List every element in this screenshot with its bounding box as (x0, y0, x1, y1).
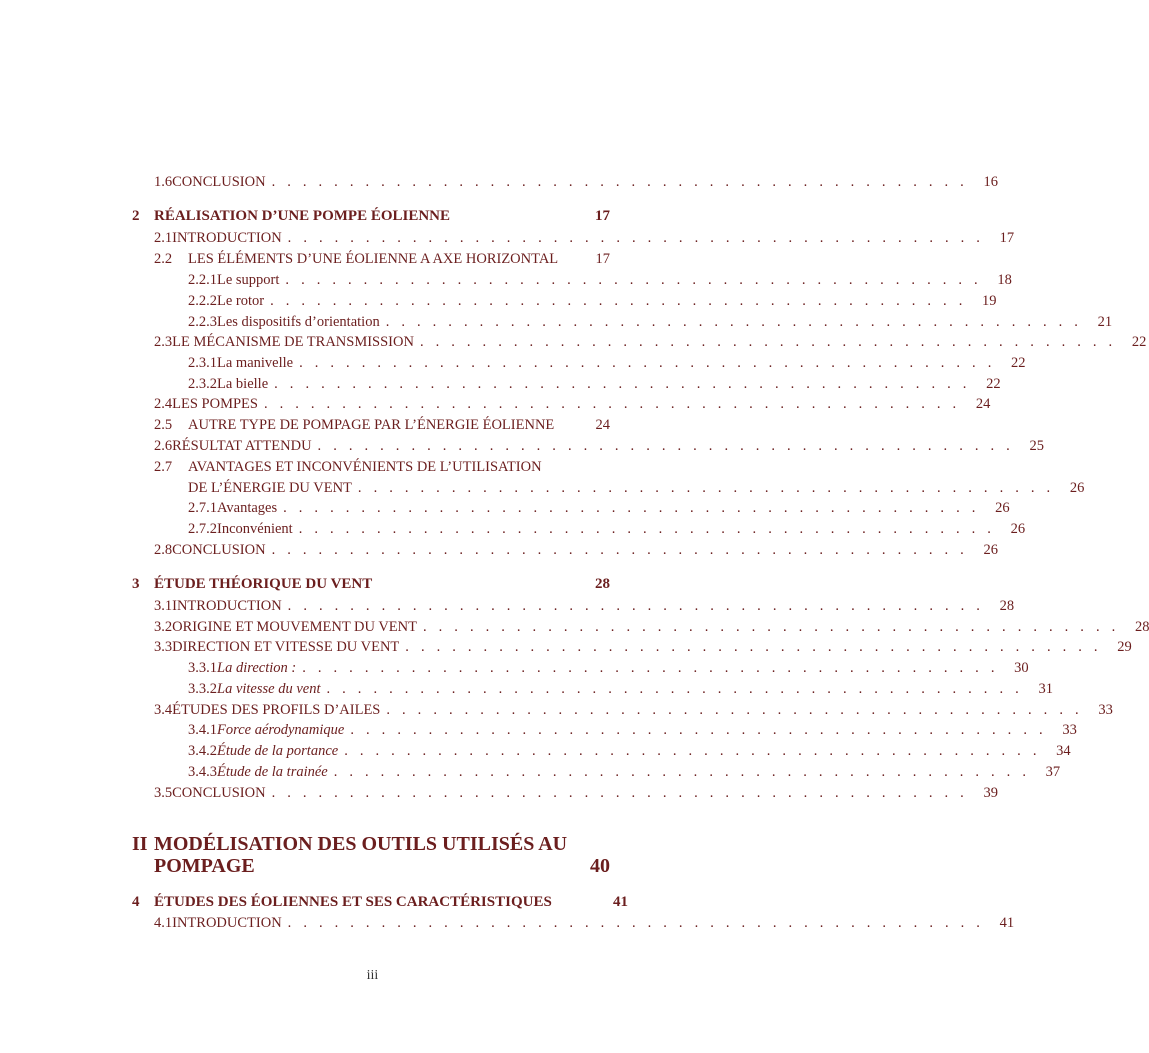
page-number: 16 (983, 174, 999, 190)
section-number: 2.6 (154, 438, 173, 454)
section-number: 2.2.2 (188, 293, 217, 309)
section-number: 3.3.2 (188, 681, 217, 697)
toc-entry[interactable] (154, 638, 1132, 656)
section-title: Avantages (217, 500, 278, 516)
page-number: 26 (1069, 480, 1085, 496)
toc-part-continuation[interactable] (154, 854, 610, 878)
page-number: 34 (1056, 743, 1071, 759)
leader-dots: . . . . . . . . . . . . . . . . . . . . . . . . . . . . . . . . . . . . . . . . . . . . . (274, 376, 971, 392)
toc-entry[interactable] (188, 721, 1077, 739)
page-number: 29 (1117, 639, 1132, 655)
section-title: INTRODUCTION (172, 915, 282, 931)
section-title: Force aérodynamique (217, 722, 345, 738)
toc-entry[interactable] (188, 313, 1113, 331)
section-title: Étude de la trainée (217, 764, 328, 780)
toc-entry[interactable] (154, 541, 999, 559)
page-number: 39 (983, 785, 999, 801)
leader-dots: . . . . . . . . . . . . . . . . . . . . . . . . . . . . . . . . . . . . . . . . . . . . . (405, 639, 1102, 655)
page-number: 24 (595, 417, 610, 433)
section-title: INTRODUCTION (172, 230, 282, 246)
section-title: CONCLUSION (172, 785, 266, 801)
section-number: 2.2.1 (188, 272, 217, 288)
page-number: 22 (1011, 355, 1026, 371)
page-number: 41 (999, 915, 1015, 931)
page-number: 22 (986, 376, 1001, 392)
section-title: CONCLUSION (172, 542, 266, 558)
section-title: LE MÉCANISME DE TRANSMISSION (172, 334, 414, 350)
section-number: 3.4.1 (188, 722, 217, 738)
leader-dots: . . . . . . . . . . . . . . . . . . . . . . . . . . . . . . . . . . . . . . . . . . . . . (419, 334, 1117, 350)
toc-entry[interactable] (154, 173, 999, 191)
leader-dots: . . . . . . . . . . . . . . . . . . . . . . . . . . . . . . . . . . . . . . . . . . . . . (283, 500, 980, 516)
section-title: Le rotor (217, 293, 265, 309)
toc-entry[interactable] (188, 375, 1001, 393)
leader-dots: . . . . . . . . . . . . . . . . . . . . . . . . . . . . . . . . . . . . . . . . . . . . . (271, 785, 969, 801)
section-number: 3.4 (154, 702, 173, 718)
leader-dots: . . . . . . . . . . . . . . . . . . . . . . . . . . . . . . . . . . . . . . . . . . . . . (317, 438, 1014, 454)
section-title: Étude de la portance (217, 743, 339, 759)
page-number: 24 (975, 396, 991, 412)
section-title: Les dispositifs d’orientation (217, 314, 380, 330)
page-number: 21 (1097, 314, 1113, 330)
section-number: 2.3 (154, 334, 173, 350)
toc-entry[interactable] (154, 250, 610, 268)
section-title: La manivelle (217, 355, 294, 371)
section-number: 3.3.1 (188, 660, 217, 676)
section-number: 3.3 (154, 639, 173, 655)
page-number: 18 (997, 272, 1012, 288)
section-number: 2.7.2 (188, 521, 217, 537)
section-title: DIRECTION ET VITESSE DU VENT (172, 639, 400, 655)
leader-dots: . . . . . . . . . . . . . . . . . . . . . . . . . . . . . . . . . . . . . . . . . . . . . (326, 681, 1023, 697)
toc-entry[interactable] (154, 701, 1113, 719)
section-title: ORIGINE ET MOUVEMENT DU VENT (172, 619, 417, 635)
page-number: 31 (1038, 681, 1053, 697)
section-number: 1.6 (154, 174, 173, 190)
leader-dots: . . . . . . . . . . . . . . . . . . . . . . . . . . . . . . . . . . . . . . . . . . . . . (423, 619, 1120, 635)
page-number: 37 (1045, 764, 1061, 780)
toc-entry[interactable] (188, 659, 1029, 677)
section-title: CONCLUSION (172, 174, 266, 190)
page-number: 22 (1131, 334, 1147, 350)
toc-entry[interactable] (154, 784, 999, 802)
page-footer-number: iii (366, 968, 379, 983)
section-number: 2.7.1 (188, 500, 217, 516)
section-title: LES POMPES (172, 396, 258, 412)
leader-dots: . . . . . . . . . . . . . . . . . . . . . . . . . . . . . . . . . . . . . . . . . . . . . (333, 764, 1031, 780)
toc-entry[interactable] (154, 597, 1015, 615)
toc-entry[interactable] (188, 763, 1061, 781)
section-number: 2.8 (154, 542, 173, 558)
leader-dots: . . . . . . . . . . . . . . . . . . . . . . . . . . . . . . . . . . . . . . . . . . . . . (271, 174, 969, 190)
section-number: 3.4.3 (188, 764, 217, 780)
leader-dots: . . . . . . . . . . . . . . . . . . . . . . . . . . . . . . . . . . . . . . . . . . . . . (299, 355, 996, 371)
section-number: 3.1 (154, 598, 173, 614)
leader-dots: . . . . . . . . . . . . . . . . . . . . . . . . . . . . . . . . . . . . . . . . . . . . . (271, 542, 969, 558)
section-number: 2.1 (154, 230, 173, 246)
section-title: INTRODUCTION (172, 598, 282, 614)
chapter-title: ÉTUDE THÉORIQUE DU VENT (154, 576, 373, 592)
section-number: 2.3.2 (188, 376, 217, 392)
page-number: 17 (595, 208, 610, 224)
section-title: LES ÉLÉMENTS D’UNE ÉOLIENNE A AXE HORIZONTAL (188, 251, 559, 267)
chapter-title: ÉTUDES DES ÉOLIENNES ET SES CARACTÉRISTIQUES (154, 894, 552, 910)
leader-dots: . . . . . . . . . . . . . . . . . . . . . . . . . . . . . . . . . . . . . . . . . . . . . (287, 915, 985, 931)
toc-entry[interactable] (188, 680, 1053, 698)
section-title: ÉTUDES DES PROFILS D’AILES (172, 702, 381, 718)
section-title: AVANTAGES ET INCONVÉNIENTS DE L’UTILISATION (188, 459, 542, 475)
leader-dots: . . . . . . . . . . . . . . . . . . . . . . . . . . . . . . . . . . . . . . . . . . . . . (270, 293, 967, 309)
section-number: 3.5 (154, 785, 173, 801)
toc-entry[interactable] (154, 914, 1015, 932)
toc-chapter[interactable] (132, 893, 628, 911)
section-number: 4.1 (154, 915, 173, 931)
toc-entry-continuation[interactable] (188, 479, 1085, 497)
page-number: 40 (590, 855, 610, 877)
part-title-line2: POMPAGE (154, 855, 255, 877)
section-title: La direction : (217, 660, 297, 676)
section-number: 2.2 (154, 251, 173, 267)
section-number: 2.4 (154, 396, 173, 412)
toc-entry[interactable] (154, 437, 1044, 455)
page-number: 25 (1029, 438, 1044, 454)
section-title: RÉSULTAT ATTENDU (172, 438, 312, 454)
page-number: 28 (999, 598, 1015, 614)
toc-entry[interactable] (188, 292, 997, 310)
page-number: 19 (982, 293, 997, 309)
toc-chapter[interactable] (132, 575, 610, 593)
toc-entry[interactable] (154, 395, 991, 413)
page-number: 17 (999, 230, 1015, 246)
toc-entry[interactable] (154, 229, 1015, 247)
leader-dots: . . . . . . . . . . . . . . . . . . . . . . . . . . . . . . . . . . . . . . . . . . . . . (386, 702, 1083, 718)
leader-dots: . . . . . . . . . . . . . . . . . . . . . . . . . . . . . . . . . . . . . . . . . . . . . (302, 660, 999, 676)
leader-dots: . . . . . . . . . . . . . . . . . . . . . . . . . . . . . . . . . . . . . . . . . . . . . (385, 314, 1083, 330)
toc-entry[interactable] (188, 271, 1012, 289)
section-title: La bielle (217, 376, 269, 392)
section-title: Inconvénient (217, 521, 293, 537)
part-number: II (132, 833, 148, 855)
toc-entry[interactable] (154, 618, 1149, 636)
leader-dots: . . . . . . . . . . . . . . . . . . . . . . . . . . . . . . . . . . . . . . . . . . . . . (357, 480, 1055, 496)
page-number: 33 (1098, 702, 1113, 718)
chapter-number: 3 (132, 576, 140, 592)
section-title: Le support (217, 272, 280, 288)
leader-dots: . . . . . . . . . . . . . . . . . . . . . . . . . . . . . . . . . . . . . . . . . . . . . (263, 396, 961, 412)
toc-part[interactable] (132, 832, 610, 856)
page-number: 26 (983, 542, 999, 558)
toc-entry[interactable] (154, 333, 1147, 351)
page-number: 30 (1014, 660, 1029, 676)
toc-entry[interactable] (188, 742, 1071, 760)
toc-entry[interactable] (188, 520, 1026, 538)
section-title: La vitesse du vent (217, 681, 321, 697)
section-title: AUTRE TYPE DE POMPAGE PAR L’ÉNERGIE ÉOLIENNE (188, 417, 555, 433)
toc-entry[interactable] (188, 354, 1026, 372)
leader-dots: . . . . . . . . . . . . . . . . . . . . . . . . . . . . . . . . . . . . . . . . . . . . . (287, 230, 985, 246)
section-number: 3.2 (154, 619, 173, 635)
chapter-title: RÉALISATION D’UNE POMPE ÉOLIENNE (154, 208, 451, 224)
leader-dots: . . . . . . . . . . . . . . . . . . . . . . . . . . . . . . . . . . . . . . . . . . . . . (344, 743, 1041, 759)
leader-dots: . . . . . . . . . . . . . . . . . . . . . . . . . . . . . . . . . . . . . . . . . . . . . (350, 722, 1047, 738)
chapter-number: 4 (132, 894, 140, 910)
toc-chapter[interactable] (132, 207, 610, 225)
toc-entry[interactable] (188, 499, 1010, 517)
section-number: 3.4.2 (188, 743, 217, 759)
section-number: 2.5 (154, 417, 173, 433)
chapter-number: 2 (132, 208, 140, 224)
toc-entry[interactable] (154, 416, 610, 434)
page-number: 26 (995, 500, 1010, 516)
section-number: 2.3.1 (188, 355, 217, 371)
leader-dots: . . . . . . . . . . . . . . . . . . . . . . . . . . . . . . . . . . . . . . . . . . . . . (298, 521, 996, 537)
part-title: MODÉLISATION DES OUTILS UTILISÉS AU (154, 833, 568, 855)
page-number: 26 (1010, 521, 1026, 537)
section-title-line2: DE L’ÉNERGIE DU VENT (188, 480, 352, 496)
page-number: 28 (595, 576, 610, 592)
page-number: 33 (1062, 722, 1077, 738)
leader-dots: . . . . . . . . . . . . . . . . . . . . . . . . . . . . . . . . . . . . . . . . . . . . . (287, 598, 985, 614)
section-number: 2.2.3 (188, 314, 217, 330)
page-number: 41 (613, 894, 628, 910)
toc-entry[interactable] (154, 458, 610, 476)
page-number: 28 (1134, 619, 1149, 635)
section-number: 2.7 (154, 459, 173, 475)
page-number: 17 (595, 251, 610, 267)
leader-dots: . . . . . . . . . . . . . . . . . . . . . . . . . . . . . . . . . . . . . . . . . . . . . (285, 272, 982, 288)
